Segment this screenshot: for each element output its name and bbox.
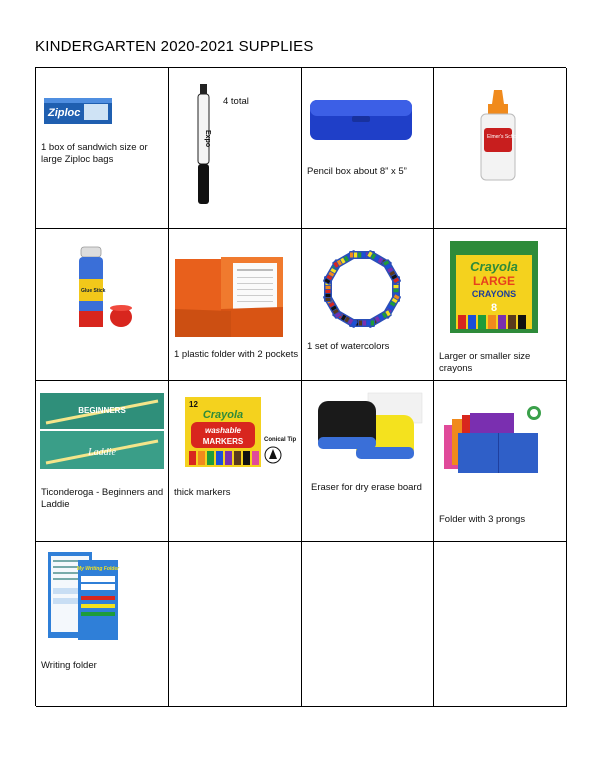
washable-text: washable [204,426,242,435]
item-caption: Eraser for dry erase board [311,482,422,493]
dry-erase-eraser-image [314,393,422,467]
item-caption: Writing folder [41,660,97,671]
supply-cell-prong-folder [434,381,567,542]
item-caption: Pencil box about 8” x 5” [307,166,407,177]
elmers-label-text: Elmer's School Glue [487,134,533,140]
supply-cell-empty [169,542,302,707]
supply-cell-pencil-box [302,68,434,229]
ziploc-logo-text: Ziploc [48,107,81,119]
supply-cell-writing-folder [36,542,169,707]
item-caption: thick markers [174,487,231,498]
supply-cell-empty [434,542,567,707]
supply-cell-markers [169,381,302,542]
item-caption: Folder with 3 prongs [439,514,526,525]
expo-logo-text: Expo [204,130,211,148]
ticonderoga-pencils-image [40,393,164,471]
pencil-box-image [308,94,414,144]
item-caption: Ticonderoga - Beginners and Laddie [41,487,164,510]
glue-stick-label-text: Glue Stick [81,288,106,294]
orange-pocket-folder-image [175,251,283,341]
item-caption: 4 total [223,96,249,107]
supply-cell-glue-stick [36,229,169,381]
school-glue-bottle-image [478,90,533,182]
supply-cell-eraser [302,381,434,542]
item-caption: 1 plastic folder with 2 pockets [174,349,299,360]
item-caption: 1 box of sandwich size or large Ziploc bags [41,142,148,165]
writing-folder-image [48,548,118,640]
conical-tip-text: Conical Tip [264,437,297,443]
crayola-logo-text: Crayola [202,409,244,421]
large-text: LARGE [473,274,515,288]
crayola-markers-box-image [185,397,297,467]
watercolor-sets-image [310,243,414,339]
supply-cell-plastic-folder [169,229,302,381]
supply-cell-ziploc [36,68,169,229]
supply-cell-school-glue [434,68,567,229]
crayon-count-text: 8 [490,302,498,314]
supply-cell-crayons [434,229,567,381]
glue-stick-image [76,245,134,331]
item-caption: 1 set of watercolors [307,341,390,352]
supplies-table [35,67,566,706]
crayola-crayons-box-image [450,241,538,333]
markers-text: MARKERS [202,437,244,446]
dry-erase-marker-image [195,84,215,208]
ziploc-box-image [44,96,112,126]
crayola-logo-text: Crayola [470,259,518,274]
supply-cell-expo-marker [169,68,302,229]
writing-folder-label-text: My Writing Folder [76,566,120,572]
page-title: KINDERGARTEN 2020-2021 SUPPLIES [35,38,314,55]
supply-cell-empty [302,542,434,707]
prong-folders-image [442,405,546,477]
supply-cell-pencils [36,381,169,542]
item-caption: Larger or smaller size crayons [439,351,531,374]
crayons-text: CRAYONS [471,289,517,299]
beginners-text: BEGINNERS [78,406,126,415]
supply-cell-watercolors [302,229,434,381]
marker-count-text: 12 [189,400,198,409]
laddie-text: Laddie [88,447,116,458]
